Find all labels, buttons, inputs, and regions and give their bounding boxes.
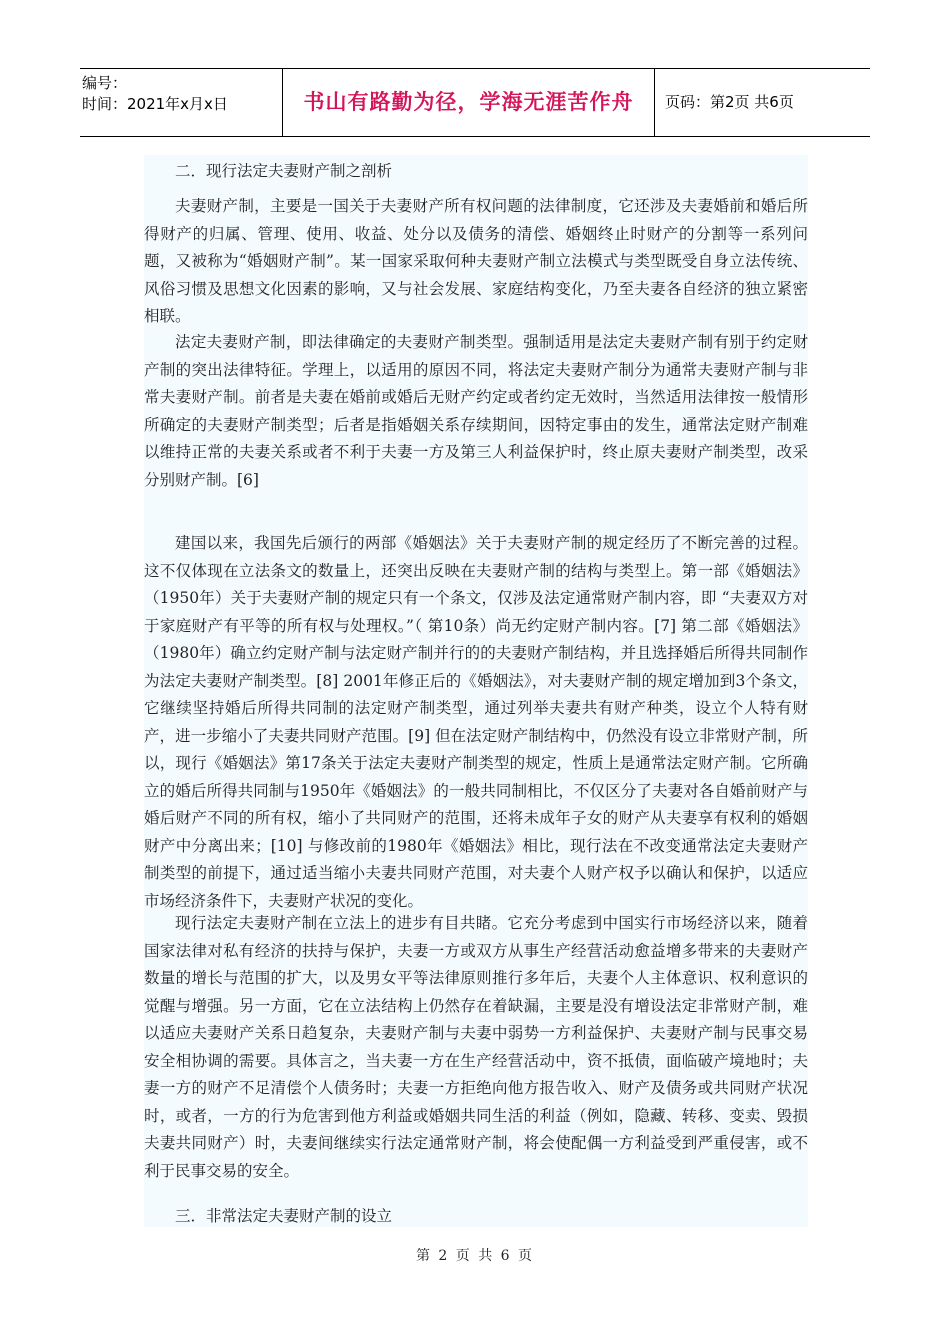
header-meta [80,69,283,136]
paragraph-4: 现行法定夫妻财产制在立法上的进步有目共睹。它充分考虑到中国实行市场经济以来，随着国家法律对私有经济的扶持与保护，夫妻一方或双方从事生产经营活动愈益增多带来的夫妻财产数量的增长与范围的扩大，以及男女平等法律原则推行多年后，夫妻个人主体意识、权利意识的觉醒与增强。另一方面，它在立法结构上仍然存在着缺漏，主要是没有增设法定非常财产制，难以适应夫妻财产关系日趋复杂，夫妻财产制与夫妻中弱势一方利益保护、夫妻财产制与民事交易安全相协调的需要。具体言之，当夫妻一方在生产经营活动中，资不抵债，面临破产境地时；夫妻一方的财产不足清偿个人债务时；夫妻一方拒绝向他方报告收入、财产及债务或共同财产状况时，或者，一方的行为危害到他方利益或婚姻共同生活的利益（例如，隐藏、转移、变卖、毁损夫妻共同财产）时，夫妻间继续实行法定通常财产制，将会使配偶一方利益受到严重侵害，或不利于民事交易的安全。 [144,914,808,1180]
section-heading-2: 二．现行法定夫妻财产制之剖析 [175,162,393,180]
page-header [80,68,870,137]
header-motto: 书山有路勤为径，学海无涯苦作舟 [283,69,655,136]
page-footer: 第 2 页 共 6 页 [415,1248,535,1264]
paragraph-2: 法定夫妻财产制，即法律确定的夫妻财产制类型。强制适用是法定夫妻财产制有别于约定财产制的突出法律特征。学理上，以适用的原因不同，将法定夫妻财产制分为通常夫妻财产制与非常夫妻财产制。前者是夫妻在婚前或婚后无财产约定或者约定无效时，当然适用法律按一般情形所确定的夫妻财产制类型；后者是指婚姻关系存续期间，因特定事由的发生，通常法定财产制难以维持正常的夫妻关系或者不利于夫妻一方及第三人利益保护时，终止原夫妻财产制类型，改采分别财产制。[6] [144,333,808,489]
document-number-label: 编号： [82,74,128,92]
document-date-label: 时间：2021年x月x日 [82,95,228,113]
section-heading-3: 三．非常法定夫妻财产制的设立 [175,1207,393,1225]
paragraph-3: 建国以来，我国先后颁行的两部《婚姻法》关于夫妻财产制的规定经历了不断完善的过程。这不仅体现在立法条文的数量上，还突出反映在夫妻财产制的结构与类型上。第一部《婚姻法》（1950年）关于夫妻财产制的规定只有一个条文，仅涉及法定通常财产制内容，即 “夫妻双方对于家庭财产有平等的所有权与处理权。”（ 第10条）尚无约定财产制内容。[7] 第二部《婚姻法》（1980年）确立约定财产制与法定财产制并行的的夫妻财产制结构，并且选择婚后所得共同制作为法定夫妻财产制类型。[8] 2001年修正后的《婚姻法》，对夫妻财产制的规定增加到3个条文，它继续坚持婚后所得共同制的法定财产制类型，通过列举夫妻共有财产种类，设立个人特有财产，进一步缩小了夫妻共同财产范围。[9] 但在法定财产制结构中，仍然没有设立非常财产制，所以，现行《婚姻法》第17条关于法定夫妻财产制类型的规定，性质上是通常法定财产制。它所确立的婚后所得共同制与1950年《婚姻法》的一般共同制相比，不仅区分了夫妻对各自婚前财产与婚后财产不同的所有权，缩小了共同财产的范围，还将未成年子女的财产从夫妻享有权利的婚姻财产中分离出来；[10] 与修改前的1980年《婚姻法》相比，现行法在不改变通常法定夫妻财产制类型的前提下，通过适当缩小夫妻共同财产范围，对夫妻个人财产权予以确认和保护，以适应市场经济条件下，夫妻财产状况的变化。 [144,534,808,910]
paragraph-1: 夫妻财产制，主要是一国关于夫妻财产所有权问题的法律制度，它还涉及夫妻婚前和婚后所得财产的归属、管理、使用、收益、处分以及债务的清偿、婚姻终止时财产的分割等一系列问题，又被称为“婚姻财产制”。某一国家采取何种夫妻财产制立法模式与类型既受自身立法传统、风俗习惯及思想文化因素的影响，又与社会发展、家庭结构变化，乃至夫妻各自经济的独立紧密相联。 [144,197,808,325]
header-page-label: 页码：第2页 共6页 [665,93,794,111]
document-body [144,155,808,1227]
